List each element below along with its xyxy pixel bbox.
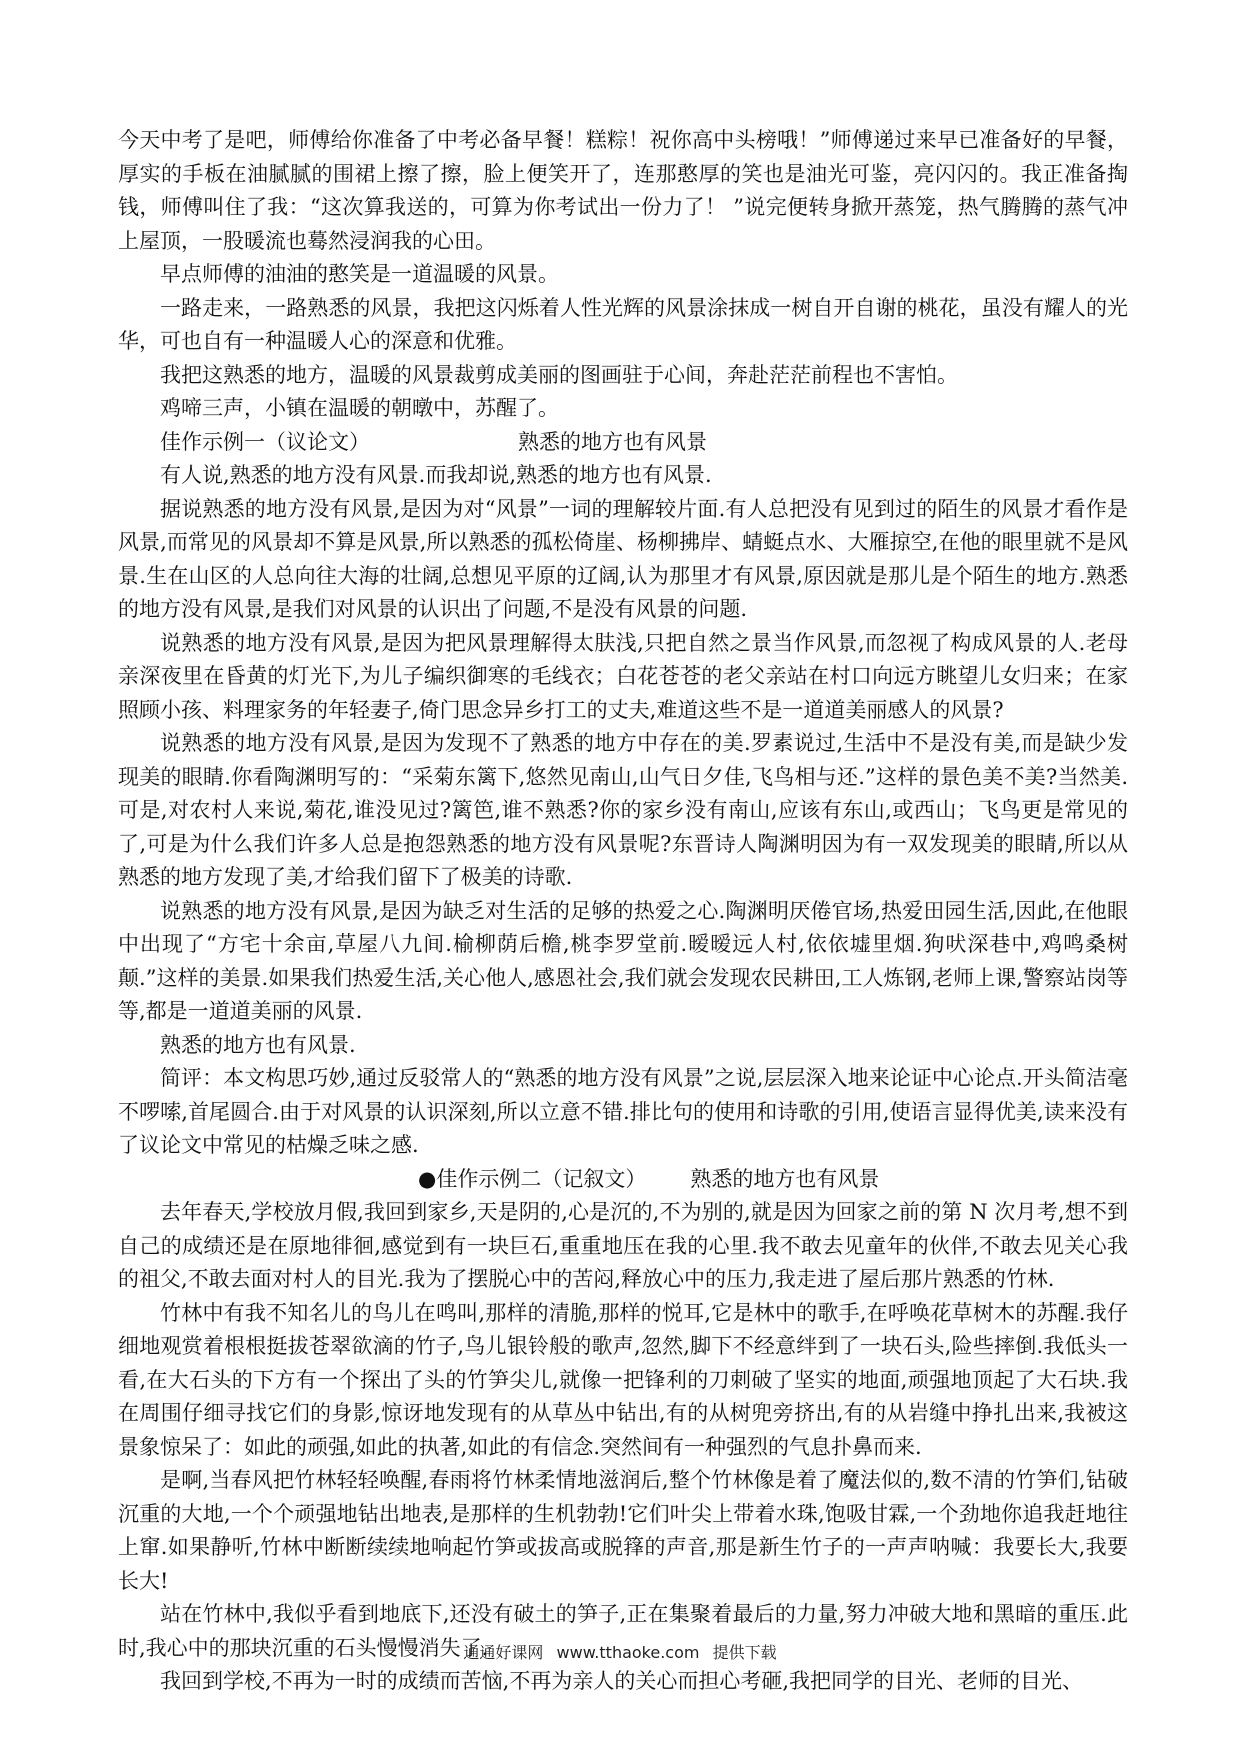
paragraph: 竹林中有我不知名儿的鸟儿在鸣叫,那样的清脆,那样的悦耳,它是林中的歌手,在呼唤花草树木的苏醒.我仔细地观赏着根根挺拔苍翠欲滴的竹子,鸟儿银铃般的歌声,忽然,脚下不经意绊到了一块石头,险些摔倒.我低头一看,在大石头的下方有一个探出了头的竹笋尖儿,就像一把锋利的刀刺破了坚实的地面,顽强地顶起了大石块.我在周围仔细寻找它们的身影,惊讶地发现有的从草丛中钻出,有的从树兜旁挤出,有的从岩缝中挣扎出来,我被这景象惊呆了：如此的顽强,如此的执著,如此的有信念.突然间有一种强烈的气息扑鼻而来.: [118, 1300, 1128, 1459]
page-footer: [0, 1640, 1240, 1663]
paragraph: 说熟悉的地方没有风景,是因为把风景理解得太肤浅,只把自然之景当作风景,而忽视了构成风景的人.老母亲深夜里在昏黄的灯光下,为儿子编织御寒的毛线衣；白花苍苍的老父亲站在村口向远方眺望儿女归来；在家照顾小孩、料理家务的年轻妻子,倚门思念异乡打工的丈夫,难道这些不是一道道美丽感人的风景?: [118, 630, 1128, 722]
example-one-title: 熟悉的地方也有风景: [518, 429, 707, 454]
paragraph: 早点师傅的油油的憨笑是一道温暖的风景。: [160, 262, 559, 286]
paragraph: 一路走来，一路熟悉的风景，我把这闪烁着人性光辉的风景涂抹成一树自开自谢的桃花，虽没有耀人的光华，可也自有一种温暖人心的深意和优雅。: [118, 295, 1128, 353]
paragraph: 鸡啼三声，小镇在温暖的朝暾中，苏醒了。: [160, 396, 559, 420]
example-two-title: 熟悉的地方也有风景: [690, 1166, 880, 1191]
paragraph: 我把这熟悉的地方，温暖的风景裁剪成美丽的图画驻于心间，奔赴茫茫前程也不害怕。: [160, 362, 958, 387]
paragraph: 据说熟悉的地方没有风景,是因为对“风景”一词的理解较片面.有人总把没有见到过的陌生的风景才看作是风景,而常见的风景却不算是风景,所以熟悉的孤松倚崖、杨柳拂岸、蜻蜓点水、大雁掠空,在他的眼里就不是风景.生在山区的人总向往大海的壮阔,总想见平原的辽阔,认为那里才有风景,原因就是那儿是个陌生的地方.熟悉的地方没有风景,是我们对风景的认识出了问题,不是没有风景的问题.: [118, 496, 1128, 621]
paragraph: 今天中考了是吧，师傅给你准备了中考必备早餐！糕粽！祝你高中头榜哦！”师傅递过来早已准备好的早餐，厚实的手板在油腻腻的围裙上擦了擦，脸上便笑开了，连那憨厚的笑也是油光可鉴，亮闪闪的。我正准备掏钱，师傅叫住了我：“这次算我送的，可算为你考试出一份力了！ ”说完便转身掀开蒸笼，热气腾腾的蒸气冲上屋顶，一股暖流也蓦然浸润我的心田。: [118, 128, 1128, 253]
footer-site-name: 通通好课网: [463, 1643, 544, 1662]
paragraph: 说熟悉的地方没有风景,是因为缺乏对生活的足够的热爱之心.陶渊明厌倦官场,热爱田园生活,因此,在他眼中出现了“方宅十余亩,草屋八九间.榆柳荫后檐,桃李罗堂前.暧暧远人村,依依墟里烟.狗吠深巷中,鸡鸣桑树颠.”这样的美景.如果我们热爱生活,关心他人,感恩社会,我们就会发现农民耕田,工人炼钢,老师上课,警察站岗等等,都是一道道美丽的风景.: [118, 898, 1128, 1023]
paragraph: 熟悉的地方也有风景.: [160, 1032, 356, 1057]
example-two-heading: [118, 1163, 1128, 1197]
paragraph: 我回到学校,不再为一时的成绩而苦恼,不再为亲人的关心而担心考砸,我把同学的目光、老师的目光、: [160, 1669, 1084, 1693]
example-two-label: ●佳作示例二（记叙文）: [418, 1166, 647, 1191]
footer-suffix: 提供下载: [712, 1643, 777, 1662]
paragraph: 是啊,当春风把竹林轻轻唤醒,春雨将竹林柔情地滋润后,整个竹林像是着了魔法似的,数不清的竹笋们,钻破沉重的大地,一个个顽强地钻出地表,是那样的生机勃勃!它们叶尖上带着水珠,饱吸甘霖,一个劲地你追我赶地往上窜.如果静听,竹林中断断续续地响起竹笋或拔高或脱箨的声音,那是新生竹子的一声声呐喊：我要长大,我要长大!: [118, 1468, 1128, 1593]
paragraph: 说熟悉的地方没有风景,是因为发现不了熟悉的地方中存在的美.罗素说过,生活中不是没有美,而是缺少发现美的眼睛.你看陶渊明写的：“采菊东篱下,悠然见南山,山气日夕佳,飞鸟相与还.”这样的景色美不美?当然美.可是,对农村人来说,菊花,谁没见过?篱笆,谁不熟悉?你的家乡没有南山,应该有东山,或西山；飞鸟更是常见的了,可是为什么我们许多人总是抱怨熟悉的地方没有风景呢?东晋诗人陶渊明因为有一双发现美的眼睛,所以从熟悉的地方发现了美,才给我们留下了极美的诗歌.: [118, 731, 1128, 889]
paragraph: 去年春天,学校放月假,我回到家乡,天是阴的,心是沉的,不为别的,就是因为回家之前的第 N 次月考,想不到自己的成绩还是在原地徘徊,感觉到有一块巨石,重重地压在我的心里.我不敢去见童年的伙伴,不敢去见关心我的祖父,不敢去面对村人的目光.我为了摆脱心中的苦闷,释放心中的压力,我走进了屋后那片熟悉的竹林.: [118, 1200, 1128, 1291]
commentary-paragraph: 简评：本文构思巧妙,通过反驳常人的“熟悉的地方没有风景”之说,层层深入地来论证中心论点.开头简洁毫不啰嗦,首尾圆合.由于对风景的认识深刻,所以立意不错.排比句的使用和诗歌的引用,使语言显得优美,读来没有了议论文中常见的枯燥乏味之感.: [118, 1066, 1128, 1157]
footer-url: www.tthaoke.com: [556, 1643, 700, 1662]
example-one-label: 佳作示例一（议论文）: [160, 429, 370, 454]
paragraph: 有人说,熟悉的地方没有风景.而我却说,熟悉的地方也有风景.: [160, 463, 712, 487]
document-body: [118, 124, 1128, 1699]
paragraph: 站在竹林中,我似乎看到地底下,还没有破土的笋子,正在集聚着最后的力量,努力冲破大地和黑暗的重压.此时,我心中的那块沉重的石头慢慢消失了.: [118, 1602, 1128, 1660]
example-one-heading: [118, 426, 1128, 460]
